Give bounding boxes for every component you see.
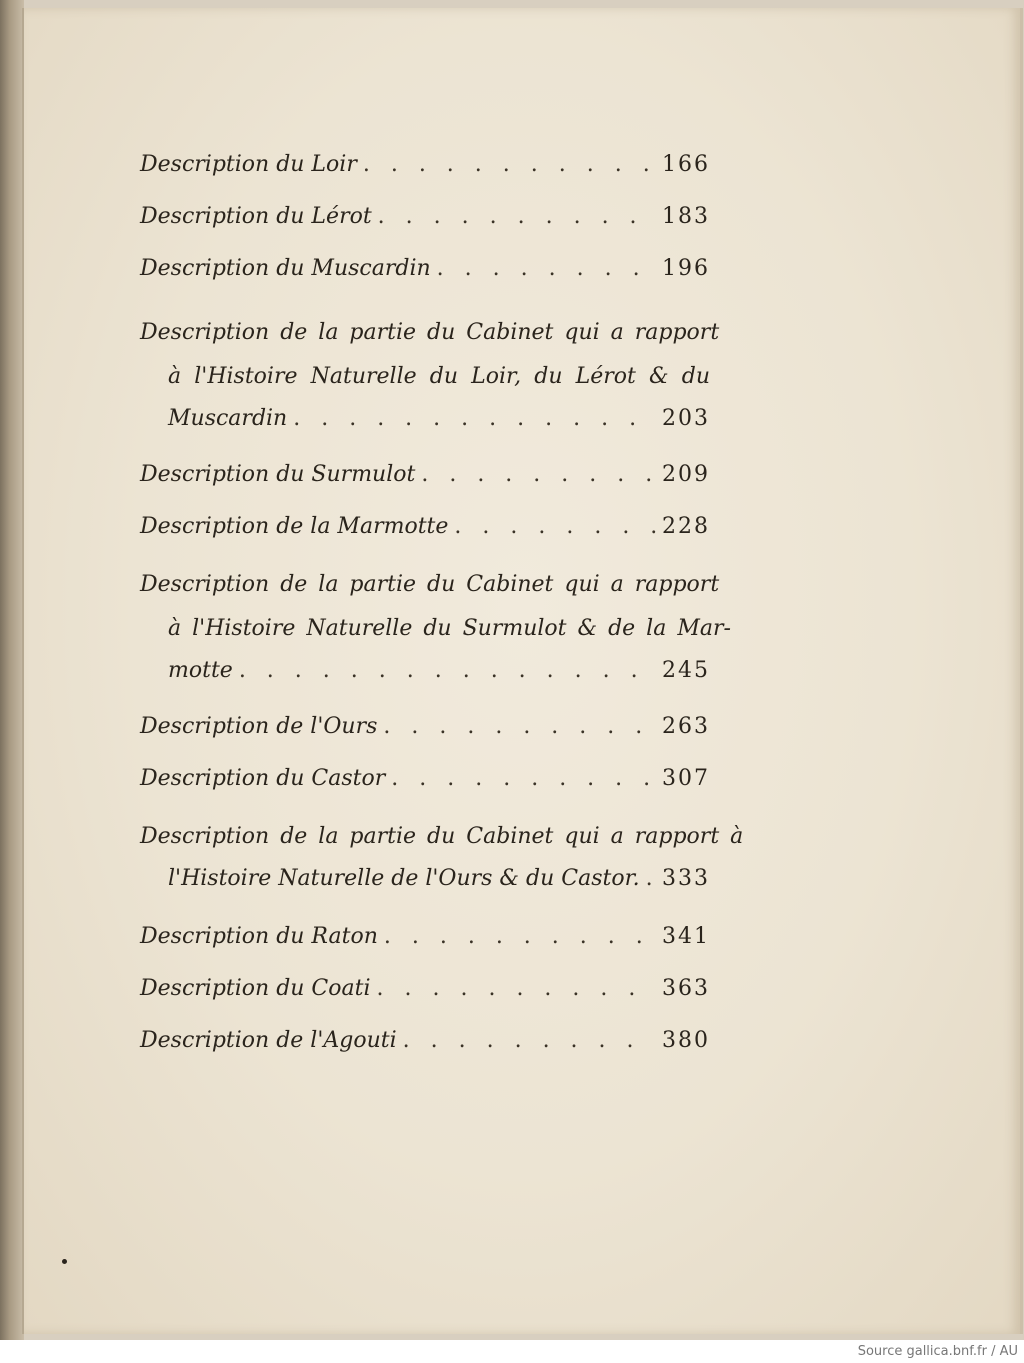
page-number: 228: [662, 514, 710, 539]
page-number: 363: [662, 976, 710, 1001]
entry-title: Description du Muscardin: [140, 256, 431, 281]
page-number: 341: [662, 924, 710, 949]
toc-entry: [168, 866, 710, 902]
entry-title: Description de l'Ours: [140, 714, 378, 739]
leader-dots: [421, 462, 656, 487]
source-credit: Source gallica.bnf.fr / AU: [857, 1344, 1018, 1359]
entry-title: l'Histoire Naturelle de l'Ours & du Castor.: [168, 866, 640, 891]
entry-text-line: Description de la partie du Cabinet qui a rapport à: [140, 824, 744, 849]
entry-title: motte: [168, 658, 233, 683]
toc-entry: [140, 462, 710, 498]
toc-entry: [140, 256, 710, 292]
toc-entry: [140, 1028, 710, 1064]
leader-dots: [377, 976, 656, 1001]
entry-text-line: Description de la partie du Cabinet qui a rapport: [140, 320, 720, 345]
toc-entry: [140, 924, 710, 960]
entry-title: Description du Loir: [140, 152, 357, 177]
entry-title: Description de l'Agouti: [140, 1028, 397, 1053]
entry-title: Description de la Marmotte: [140, 514, 449, 539]
book-binding-edge: [0, 0, 24, 1340]
page-number: 183: [662, 204, 710, 229]
entry-title: Description du Coati: [140, 976, 371, 1001]
leader-dots: [383, 714, 656, 739]
leader-dots: [293, 406, 656, 431]
page-number: 307: [662, 766, 710, 791]
entry-title: Description du Lérot: [140, 204, 372, 229]
page-number: 203: [662, 406, 710, 431]
page-number: 245: [662, 658, 710, 683]
entry-title: Description du Raton: [140, 924, 378, 949]
ink-speck: [62, 1259, 67, 1264]
page-number: 209: [662, 462, 710, 487]
toc-entry: [140, 152, 710, 188]
entry-title: Description du Castor: [140, 766, 386, 791]
leader-dots: [378, 204, 656, 229]
page-number: 196: [662, 256, 710, 281]
leader-dots: [384, 924, 656, 949]
entry-title: Description du Surmulot: [140, 462, 416, 487]
entry-title: Muscardin: [168, 406, 288, 431]
page-number: 166: [662, 152, 710, 177]
leader-dots: [454, 514, 656, 539]
leader-dots: [239, 658, 656, 683]
leader-dots: [437, 256, 656, 281]
leader-dots: [646, 866, 656, 891]
page-number: 380: [662, 1028, 710, 1053]
toc-entry: [140, 514, 710, 550]
toc-entry: [140, 766, 710, 802]
toc-entry: [140, 714, 710, 750]
leader-dots: [403, 1028, 656, 1053]
leader-dots: [363, 152, 656, 177]
entry-text-line: Description de la partie du Cabinet qui a rapport: [140, 572, 720, 597]
entry-text-line: à l'Histoire Naturelle du Loir, du Lérot & du: [168, 364, 710, 389]
leader-dots: [391, 766, 656, 791]
page-number: 263: [662, 714, 710, 739]
page-number: 333: [662, 866, 710, 891]
toc-entry: [140, 976, 710, 1012]
entry-text-line: à l'Histoire Naturelle du Surmulot & de la Mar-: [168, 616, 731, 641]
toc-entry: [168, 658, 710, 694]
toc-entry: [140, 204, 710, 240]
toc-entry: [168, 406, 710, 442]
